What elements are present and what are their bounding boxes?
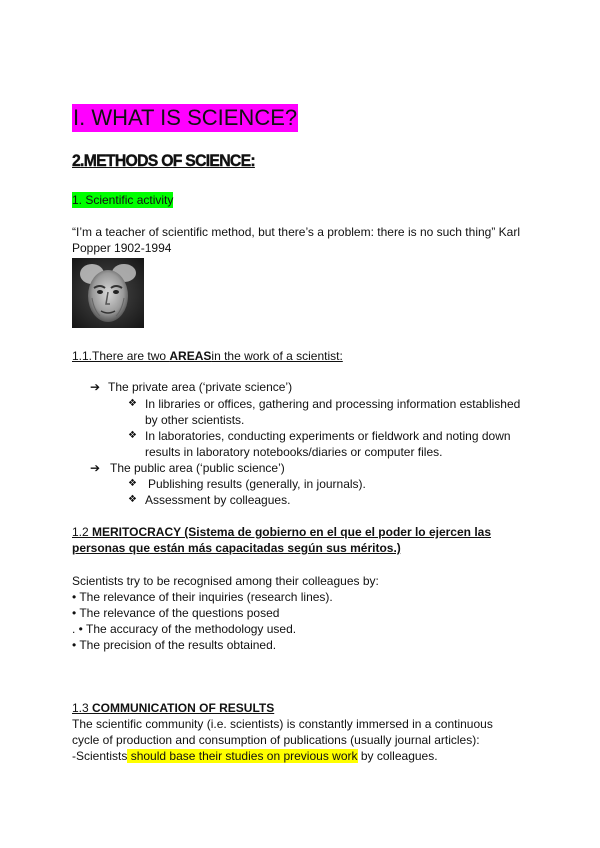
communication-line-1: The scientific community (i.e. scientists) is constantly immersed in a continuous [72,717,493,731]
private-area-label: The private area (‘private science’) [108,380,293,394]
areas-title-post: in the work of a scientist: [211,349,343,363]
communication-title [72,700,274,716]
private-item-2-line-1: In laboratories, conducting experiments or fieldwork and noting down [145,429,511,443]
communication-line-3 [72,748,438,764]
main-heading: I. WHAT IS SCIENCE? [73,105,298,130]
private-item-1-line-2: by other scientists. [145,413,245,427]
meritocracy-title-line-1 [72,524,491,540]
public-item-2: Assessment by colleagues. [145,493,291,507]
diamond-bullet-icon: ❖ [128,398,137,409]
meritocracy-item: • The relevance of the questions posed [72,606,280,620]
meritocracy-item: • The relevance of their inquiries (research lines). [72,590,333,604]
public-area-label: The public area (‘public science’) [110,461,285,475]
arrow-icon: ➔ [90,380,101,394]
private-item-2-line-2: results in laboratory notebooks/diaries or computer files. [145,445,443,459]
communication-num: 1.3 [72,701,93,715]
section-heading: 2.METHODS OF SCIENCE: [72,151,255,170]
highlighted-phrase: should base their studies on previous work [127,749,358,763]
communication-line-3-post: by colleagues. [357,749,438,763]
portrait-photo [72,258,144,328]
private-item-1-line-1: In libraries or offices, gathering and processing information established [145,397,521,411]
quote-line-1: “I’m a teacher of scientific method, but there’s a problem: there is no such thing” Karl [72,225,520,239]
meritocracy-intro: Scientists try to be recognised among their colleagues by: [72,574,379,588]
communication-line-3-pre: -Scientists [72,749,128,763]
areas-title-bold: AREAS [169,349,212,363]
areas-title-pre: 1.1.There are two [72,349,170,363]
arrow-icon: ➔ [90,461,101,475]
meritocracy-item: . • The accuracy of the methodology used. [72,622,297,636]
diamond-bullet-icon: ❖ [128,430,137,441]
meritocracy-title-1: MERITOCRACY (Sistema de gobierno en el que el poder lo ejercen las [92,525,492,539]
diamond-bullet-icon: ❖ [128,478,137,489]
meritocracy-title-line-2: personas que están más capacitadas según sus méritos.) [72,541,401,555]
portrait-image-icon [72,258,144,328]
communication-line-2: cycle of production and consumption of publications (usually journal articles): [72,733,480,747]
communication-title-text: COMMUNICATION OF RESULTS [92,701,275,715]
public-item-1: Publishing results (generally, in journals). [148,477,366,491]
areas-title [72,348,343,364]
diamond-bullet-icon: ❖ [128,494,137,505]
subsection-heading: 1. Scientific activity [72,193,174,207]
meritocracy-num: 1.2 [72,525,93,539]
meritocracy-item: • The precision of the results obtained. [72,638,277,652]
quote-line-2: Popper 1902-1994 [72,241,172,255]
